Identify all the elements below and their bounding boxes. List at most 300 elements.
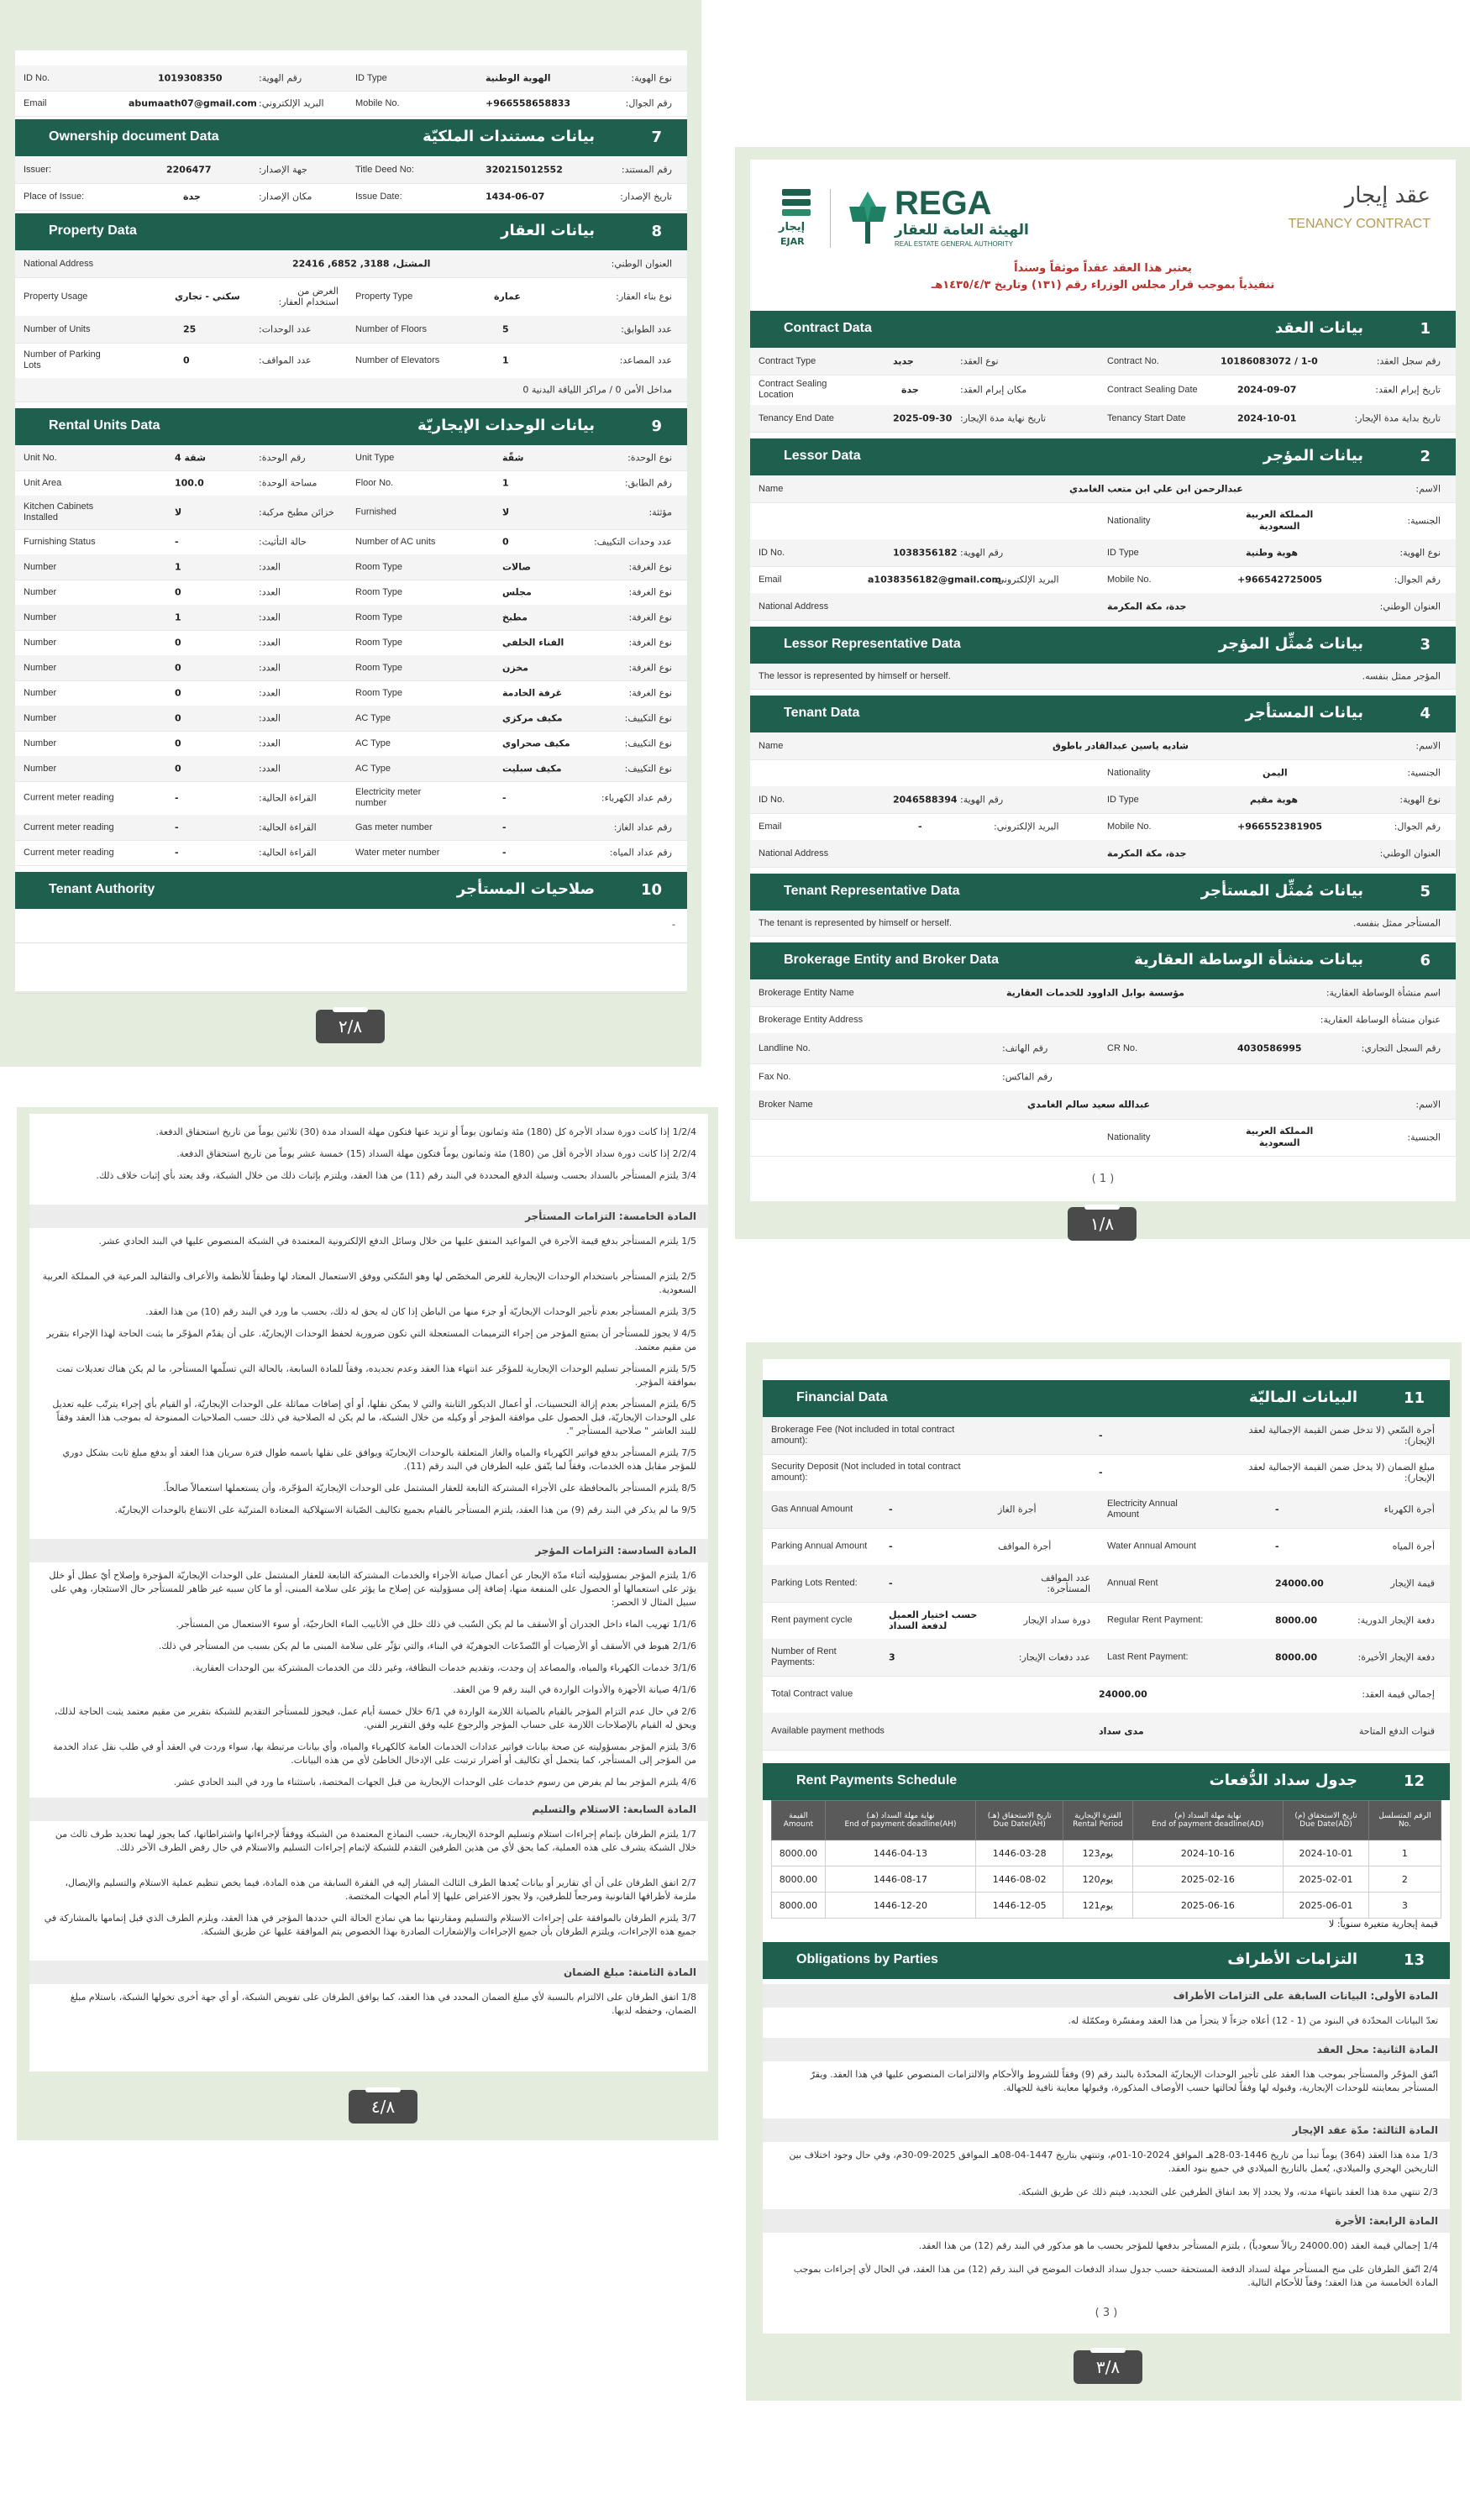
section-header — [750, 696, 1456, 732]
section-title-en: Property Data — [49, 223, 137, 238]
section-title-en: Tenant Authority — [49, 882, 155, 896]
field-label: National Address — [759, 601, 829, 612]
data-row — [750, 566, 1456, 594]
field-label: نوع الهوية: — [631, 72, 672, 84]
schedule-cell: 1446-08-17 — [825, 1866, 975, 1893]
notice-line-2: تنفيذياً بموجب قرار مجلس الوزراء رقم (١٣١) وتاريخ ١٤٣٥/٤/٣هـ — [931, 279, 1275, 291]
schedule-note: قيمة إيجارية متغيرة سنوياً: لا — [1329, 1919, 1438, 1929]
field-label: مؤثثة: — [648, 507, 672, 518]
field-label: نوع الغرفة: — [628, 612, 672, 623]
data-row — [15, 605, 687, 631]
field-label: نوع الهوية: — [1399, 794, 1441, 806]
section-number: 7 — [651, 129, 662, 146]
field-label: Contract Sealing Date — [1107, 385, 1198, 395]
field-label: Room Type — [355, 663, 403, 673]
field-value: جدة — [901, 384, 919, 396]
article-paragraph: 2/6 في حال عدم التزام المؤجر بالقيام بالصيانة اللازمة الواردة في 6/1 خلال خمسة أيام عمل، فيجوز للمستأجر التقديم للشبكة بتقرير من مقيم معتمد يثبت الحاجة لذلك، ويحق له القيام بالإصلاحات اللازمة على حساب المؤجر والرجوع عليه وفق التقرير الفني. — [54, 1706, 696, 1730]
field-label: Room Type — [355, 562, 403, 572]
field-label: نوع الهوية: — [1399, 547, 1441, 559]
field-label: رقم سجل العقد: — [1376, 355, 1441, 367]
field-value: 24000.00 — [1099, 1688, 1147, 1700]
field-label: Nationality — [1107, 516, 1151, 526]
article-paragraph: 9/5 ما لم يذكر في البند رقم (9) من هذا العقد، يلتزم المستأجر بالقيام بجميع تكاليف الصّيانة الاستهلاكية المعتادة المترتّبة على الانتفاع بالوحدات الإيجاريّة. — [114, 1504, 696, 1515]
field-label: Brokerage Entity Address — [759, 1015, 864, 1025]
data-row — [15, 580, 687, 606]
data-row — [750, 475, 1456, 503]
data-row — [750, 732, 1456, 760]
field-value: 100.0 — [175, 477, 204, 489]
field-label: Parking Lots Rented: — [771, 1578, 858, 1588]
field-value: 0 — [175, 662, 181, 674]
field-label: CR No. — [1107, 1043, 1138, 1053]
data-row — [750, 539, 1456, 567]
field-label: أجرة الكهرباء — [1383, 1504, 1435, 1515]
field-label: Water Annual Amount — [1107, 1541, 1196, 1551]
data-row — [763, 1565, 1450, 1603]
schedule-cell: 1446-12-20 — [825, 1893, 975, 1919]
data-row — [763, 1491, 1450, 1529]
section-header — [763, 1942, 1450, 1979]
field-label: قنوات الدفع المتاحة — [1358, 1725, 1435, 1737]
field-value: 1038356182 — [893, 547, 958, 559]
section-title-ar: البيانات الماليّة — [1248, 1389, 1357, 1406]
field-label: Contract No. — [1107, 356, 1159, 366]
field-label: البريد الإلكتروني: — [259, 97, 324, 109]
field-label: الجنسية: — [1407, 515, 1441, 527]
schedule-cell: 2 — [1368, 1866, 1441, 1893]
article-paragraph: 1/8 اتفق الطرفان على الالتزام بالنسبة لأي مبلغ الضمان المحدد في هذا العقد، كما يوافق الطرفان على تفويض الشبكة، أو أي جهة أخرى تخولها الشبكة، باستلام مبلغ الضمان، وحفظه لديها. — [70, 1992, 696, 2016]
article-paragraph: 1/7 يلتزم الطرفان بإتمام إجراءات استلام وتسليم الوحدة الإيجارية، حسب النماذج المعتمدة من الشبكة ووفقاً لإجراءاتها واشتراطاتها، كما يجوز لهما تحديد طرف ثالث من خلال الشبكة يشرف على هذه العملية، كما يحق لأي من هذين الطرفين التقدم للشبكة لإتمام إجراءات التسليم والاستلام في حال رفض الطرف الآخر ذلك. — [55, 1829, 696, 1853]
field-label: نوع التكييف: — [624, 712, 672, 724]
field-label: Room Type — [355, 638, 403, 648]
field-label: نوع العقد: — [960, 355, 999, 367]
field-value: - — [502, 822, 507, 833]
field-label: الاسم: — [1415, 483, 1441, 495]
section-number: 10 — [640, 881, 662, 899]
field-label: Number of Parking Lots — [24, 349, 101, 370]
field-value: 3 — [889, 1651, 895, 1663]
field-label: Furnishing Status — [24, 537, 96, 547]
field-label: مكان إبرام العقد: — [960, 384, 1027, 396]
field-label: القراءة الحالية: — [259, 847, 317, 858]
article-heading: المادة السادسة: التزامات المؤجر — [29, 1539, 708, 1562]
schedule-cell: 3 — [1368, 1893, 1441, 1919]
field-value: 8000.00 — [1275, 1651, 1318, 1663]
article-paragraph: 1/2/4 إذا كانت دورة سداد الأجرة كل (180) مئة وثمانون يوماً أو تزيد عنها فتكون مهلة السداد مدة (30) ثلاثين يوماً من تاريخ استحقاق الدفعة. — [155, 1126, 696, 1137]
data-row — [750, 1033, 1456, 1064]
field-value: 5 — [502, 323, 509, 335]
article-heading: المادة الرابعة: الأجرة — [763, 2209, 1450, 2233]
page-sheet — [29, 1114, 708, 2071]
section-title-en: Lessor Representative Data — [784, 637, 961, 651]
section-number: 9 — [651, 417, 662, 435]
section-title-en: Lessor Data — [784, 449, 861, 463]
field-value: 24000.00 — [1275, 1578, 1324, 1589]
field-value: مكيف سبليت — [502, 763, 562, 774]
field-label: ID No. — [759, 548, 785, 558]
field-value: - — [889, 1578, 893, 1589]
field-label: رقم الجوال: — [1394, 574, 1441, 585]
field-value: 0 — [175, 738, 181, 749]
section-number: 1 — [1420, 320, 1431, 338]
field-label: نوع الغرفة: — [628, 586, 672, 598]
field-value: المملكة العربية السعودية — [1246, 509, 1314, 532]
field-label: العدد: — [259, 687, 281, 699]
field-label: Security Deposit (Not included in total contract amount): — [771, 1462, 961, 1483]
field-label: العنوان الوطني: — [1379, 848, 1441, 859]
field-value: جديد — [893, 355, 914, 367]
field-value: مؤسسة بوابل الداوود للخدمات العقارية — [1006, 987, 1184, 999]
field-label: رقم الهوية: — [960, 794, 1004, 806]
field-label: العدد: — [259, 738, 281, 749]
data-row — [750, 759, 1456, 787]
field-label: دورة سداد الإيجار — [1023, 1614, 1090, 1626]
field-label: Property Type — [355, 291, 413, 302]
section-title-ar: صلاحيات المستأجر — [456, 880, 595, 898]
field-label: Parking Annual Amount — [771, 1541, 868, 1551]
field-value: - — [1099, 1467, 1103, 1478]
field-label: عدد وحدات التكييف: — [593, 536, 672, 548]
schedule-cell: 120يوم — [1063, 1866, 1132, 1893]
article-paragraph: 5/5 يلتزم المستأجر تسليم الوحدات الإيجارية للمؤجّر عند انتهاء هذا العقد وعدم تجديده، وفقاً للمادة السابعة، بالحالة التي تسلّمها المستأجر، ما لم يكن هناك تعديلات تمت بموافقة المؤجر. — [55, 1363, 696, 1388]
field-value: 25 — [183, 323, 197, 335]
contract-page-3 — [746, 1342, 1462, 2401]
article-paragraph: 2/3 تنتهي مدة هذا العقد بانتهاء مدته، ولا يجدد إلا بعد اتفاق الطرفين على التجديد، فيتم ذلك عن طريق الشبكة. — [1018, 2187, 1438, 2197]
field-label: العنوان الوطني: — [1379, 601, 1441, 612]
field-label: ID No. — [759, 795, 785, 805]
schedule-column-header: تاريخ الاستحقاق (م) Due Date(AD) — [1284, 1801, 1369, 1840]
field-value: 1 — [175, 561, 181, 573]
schedule-cell: 2025-06-16 — [1132, 1893, 1284, 1919]
field-value: اليمن — [1263, 767, 1288, 779]
field-value: 2025-09-30 — [893, 412, 953, 424]
field-label: العدد: — [259, 763, 281, 774]
logo-divider — [830, 189, 831, 248]
data-row — [763, 1639, 1450, 1677]
page-number: ٤/٨ — [349, 2090, 417, 2124]
field-value: abumaath07@gmail.com — [129, 97, 257, 109]
field-label: Property Usage — [24, 291, 88, 302]
field-label: دفعة الإيجار الدورية: — [1357, 1614, 1435, 1626]
field-label: أجرة المواقف — [998, 1541, 1052, 1552]
data-row — [15, 445, 687, 471]
field-label: Number — [24, 638, 57, 648]
field-label: Issuer: — [24, 165, 52, 175]
schedule-row — [772, 1840, 1441, 1866]
schedule-cell: 2024-10-16 — [1132, 1840, 1284, 1866]
field-label: Number — [24, 663, 57, 673]
field-label: عدد المواقف: — [259, 354, 312, 366]
field-label: الغرض من استخدام العقار: — [278, 286, 339, 307]
field-value: لا — [502, 507, 510, 518]
data-row — [15, 680, 687, 706]
article-paragraph: 6/5 يلتزم المستأجر بعدم إزالة التحسينات، أو أعمال الديكور الثابتة والتي لا يمكن نقلها، أو أي إضافات مماثلة على الوحدات الإيجاريّة، أو القيام بأي إجراء يترتّب عليه تعديل على الوحدات الإيجاريّة، قبل الحصول على موافقة المؤجر أو وكيله من خلال الشبكة، ما لم يكن له الصلاحية في ذلك حسب الصلاحيات الممنوحة له بموجب هذا العقد وفقاً للبند العاشر " صلاحية المستأجر ". — [52, 1399, 696, 1436]
section-number: 6 — [1420, 952, 1431, 969]
rega-emblem-icon — [843, 188, 893, 247]
data-row — [750, 813, 1456, 841]
field-label: تاريخ نهاية مدة الإيجار: — [960, 412, 1047, 424]
section-title-en: Tenant Representative Data — [784, 884, 960, 898]
field-label: Number of Units — [24, 324, 91, 334]
article-paragraph: 7/5 يلتزم المستأجر بدفع فواتير الكهرباء والمياه والغاز المتعلقة بالوحدات الإيجاريّة ويوافق على نقلها باسمه طوال فترة سريان هذا العقد أو بدفع مبلغ ثابت بشكل دوري للمؤجر مقابل هذه الخدمات، وفقاً لما يتّفق عليه الطرفان في البند رقم (11). — [62, 1447, 696, 1472]
field-label: تاريخ إبرام العقد: — [1375, 384, 1441, 396]
field-label: رقم الجوال: — [625, 97, 672, 109]
field-label: عدد دفعات الإيجار: — [1018, 1651, 1090, 1663]
data-row — [15, 496, 687, 530]
field-value: صالات — [502, 561, 532, 573]
section-title-en: Financial Data — [796, 1390, 888, 1404]
field-value: - — [175, 822, 179, 833]
article-paragraph: 3/5 يلتزم المستأجر بعدم تأجير الوحدات الإيجاريّة أو جزء منها من الباطن إذا كان له يحق له ذلك، بحسب ما ورد في البند رقم (10) من هذا العقد. — [145, 1306, 696, 1317]
field-label: Tenancy End Date — [759, 413, 834, 423]
field-label: Number — [24, 562, 57, 572]
field-value: - — [1275, 1504, 1279, 1515]
data-row — [763, 1454, 1450, 1492]
field-label: Mobile No. — [355, 98, 400, 108]
field-label: العدد: — [259, 637, 281, 648]
data-row — [15, 91, 687, 117]
divider — [15, 942, 687, 943]
field-label: Broker Name — [759, 1100, 813, 1110]
field-label: حالة التأثيث: — [259, 536, 307, 548]
data-row — [15, 183, 687, 211]
section-header — [763, 1380, 1450, 1417]
field-value: حسب اختيار العميل لدفعة السداد — [889, 1609, 978, 1631]
data-row — [15, 250, 687, 278]
article-heading: المادة الثانية: محل العقد — [763, 2038, 1450, 2061]
field-label: Number of AC units — [355, 537, 436, 547]
field-value: - — [502, 792, 507, 804]
field-value: عبدالرحمن ابن علي ابن متعب الغامدي — [1069, 483, 1243, 495]
page-sheet — [763, 1359, 1450, 2334]
article-paragraph: 1/3 مدة هذا العقد (364) يوماً تبدأ من تاريخ 1446-03-28هـ الموافق 2024-10-01م، وتنتهي بتاريخ 1447-04-08هـ الموافق 2025-09-30م، وفي حال وجود اختلاف بين التاريخين الهجري والميلادي، يُعمل بالتاريخ الميلادي في جميع بنود العقد. — [789, 2150, 1438, 2174]
field-value: - — [502, 847, 507, 858]
field-value: 4030586995 — [1237, 1042, 1302, 1054]
field-label: Mobile No. — [1107, 575, 1152, 585]
field-label: نوع الغرفة: — [628, 561, 672, 573]
article-paragraph: 2/5 يلتزم المستأجر باستخدام الوحدات الإيجارية للغرض المخصّص لها وهو السّكني ووفق الاستعمال المعتاد لها وطبقاً للأنظمة والأعراف والتقاليد المرعية في المملكة العربية السعودية. — [42, 1271, 696, 1295]
schedule-cell: 123يوم — [1063, 1840, 1132, 1866]
schedule-cell: 2025-02-16 — [1132, 1866, 1284, 1893]
field-label: رقم الجوال: — [1394, 821, 1441, 832]
field-label: Issue Date: — [355, 192, 402, 202]
rent-schedule-table — [771, 1800, 1441, 1919]
ejar-logo: إيجار EJAR — [775, 189, 817, 248]
field-label: Unit Area — [24, 478, 62, 488]
field-label: المؤجر ممثل بنفسه. — [1362, 670, 1441, 682]
field-label: أجرة الغاز — [998, 1504, 1037, 1515]
field-value: مجلس — [502, 586, 532, 598]
field-label: رقم الهاتف: — [1002, 1042, 1048, 1054]
field-label: Gas Annual Amount — [771, 1504, 853, 1515]
schedule-table — [771, 1800, 1441, 1919]
field-label: الجنسية: — [1407, 767, 1441, 779]
field-label: AC Type — [355, 738, 391, 748]
section-title-ar: بيانات مُمثِّل المؤجر — [1218, 635, 1363, 653]
section-title-ar: بيانات منشأة الوساطة العقارية — [1134, 951, 1363, 969]
field-label: الاسم: — [1415, 1099, 1441, 1110]
field-label: رقم عداد الكهرباء: — [601, 792, 672, 804]
section-number: 11 — [1403, 1389, 1425, 1407]
data-row — [750, 911, 1456, 937]
field-value: عبدالله سعيد سالم الغامدي — [1027, 1099, 1150, 1110]
field-value: غرفة الخادمة — [502, 687, 563, 699]
field-label: Mobile No. — [1107, 822, 1152, 832]
schedule-cell: 8000.00 — [772, 1866, 826, 1893]
field-label: Number — [24, 713, 57, 723]
section-title-ar: بيانات العقار — [501, 222, 595, 239]
schedule-cell: 8000.00 — [772, 1840, 826, 1866]
field-value: +966542725005 — [1237, 574, 1323, 585]
article-heading: المادة الثالثة: مدّة عقد الإيجار — [763, 2118, 1450, 2142]
section-header — [750, 627, 1456, 664]
field-value: الهوية الوطنية — [486, 72, 551, 84]
field-value: 2206477 — [166, 164, 212, 176]
field-value: شقّة — [502, 452, 524, 464]
field-label: Landline No. — [759, 1043, 811, 1053]
schedule-cell: 121يوم — [1063, 1893, 1132, 1919]
schedule-column-header: تاريخ الاستحقاق (هـ) Due Date(AH) — [976, 1801, 1063, 1840]
data-row — [763, 1676, 1450, 1714]
article-paragraph: 1/6 يلتزم المؤجر بمسؤوليته أثناء مدّة الإيجار عن أعمال صيانة الأجزاء والخدمات المشتركة التابعة للعقار المشتمل على الوحدات الإيجاريّة المؤجرة وإصلاح أيّ عطل أو خلل يؤثر على استعمالها أو الحصول على المنفعة منها، إضافة إلى مسؤوليته عن إصلاح ما يؤثر على سلامة المبنى، أو ما كان سببه غير ظاهر للمستأجر حال الاستئجار، وهي على سبيل المثال لا الحصر: — [49, 1570, 696, 1608]
field-label: Name — [759, 741, 784, 751]
field-label: Available payment methods — [771, 1725, 885, 1736]
field-value: المشتل، 3188, 6852, 22416 — [292, 258, 431, 270]
section-title-ar: بيانات الوحدات الإيجاريّة — [417, 417, 595, 434]
section-number: 3 — [1420, 636, 1431, 654]
data-row — [750, 405, 1456, 433]
section-title-en: Brokerage Entity and Broker Data — [784, 953, 1000, 967]
field-label: رقم عداد المياه: — [609, 847, 672, 858]
schedule-cell: 1446-03-28 — [976, 1840, 1063, 1866]
section-title-en: Obligations by Parties — [796, 1952, 938, 1966]
article-paragraph: 4/6 يلتزم المؤجر بما لم يفرض من رسوم خدمات على الوحدات الإيجارية من قبل الجهات المختصة، باستثناء ما ورد في البند الحادي عشر. — [173, 1777, 696, 1788]
field-label: Number of Rent Payments: — [771, 1646, 837, 1667]
article-paragraph: 2/4 اتّفق الطرفان على منح المستأجر مهلة لسداد الدفعة المستحقة حسب جدول سداد الدفعات الموضح في البند رقم (12) من هذا العقد، في الحال لأي إجراءات بموجب المادة الخامسة من هذا العقد؛ وفقاً للأحكام التالية. — [793, 2264, 1438, 2288]
section-header — [15, 119, 687, 156]
schedule-cell: 2025-06-01 — [1284, 1893, 1369, 1919]
field-label: Number — [24, 587, 57, 597]
data-row — [750, 840, 1456, 868]
notice-line-1: يعتبر هذا العقد عقداً موثقاً وسنداً — [1014, 262, 1192, 275]
field-label: عدد المصاعد: — [619, 354, 672, 366]
data-row — [15, 529, 687, 555]
field-value: 2024-09-07 — [1237, 384, 1297, 396]
field-value: 1 — [175, 612, 181, 623]
data-row — [750, 1090, 1456, 1120]
field-label: Room Type — [355, 587, 403, 597]
field-label: العدد: — [259, 662, 281, 674]
field-value: 0 — [175, 712, 181, 724]
field-label: نوع الغرفة: — [628, 637, 672, 648]
data-row — [15, 756, 687, 782]
field-label: Total Contract value — [771, 1688, 853, 1699]
field-label: أجرة المياه — [1392, 1541, 1435, 1552]
article-paragraph: 3/4 يلتزم المستأجر بالسداد بحسب وسيلة الدفع المحددة في البند رقم (11) من هذا العقد، ويلتزم بإثبات ذلك من خلال الشبكة، وقد يعتد بأي إثبات خلاف ذلك. — [96, 1170, 696, 1181]
field-value: - — [889, 1541, 893, 1552]
schedule-cell: 1446-08-02 — [976, 1866, 1063, 1893]
section-title-en: Contract Data — [784, 321, 872, 335]
field-value: 0 — [175, 586, 181, 598]
data-row — [15, 840, 687, 866]
field-label: رقم السجل التجاري: — [1361, 1042, 1441, 1054]
field-value: 2046588394 — [893, 794, 958, 806]
field-value: لا — [175, 507, 182, 518]
data-row — [750, 786, 1456, 814]
field-label: العدد: — [259, 712, 281, 724]
field-label: رقم الهوية: — [960, 547, 1004, 559]
field-label: الجنسية: — [1407, 1131, 1441, 1143]
article-paragraph: 4/5 لا يجوز للمستأجر أن يمتنع المؤجر من إجراء الترميمات المستعجلة التي تكون ضرورية لحفظ الوحدات الإيجاريّة. على أن يقدّم المؤجّر ما يثبت الحاجة لهذا الإجراء بتقرير من مقيم معتمد. — [46, 1328, 696, 1352]
field-label: مساحة الوحدة: — [259, 477, 318, 489]
article-paragraph: 8/5 يلتزم المستأجر بالمحافظة على الأجزاء المشتركة التابعة للعقار المشتمل على الوحدات الإيجاريّة المؤجّرة، وأن يستعملها استعمالاً صالحاً. — [163, 1483, 696, 1494]
field-value: - — [1099, 1430, 1103, 1441]
data-row — [15, 554, 687, 580]
data-row — [750, 348, 1456, 375]
section-header — [15, 213, 687, 250]
field-label: عدد الوحدات: — [259, 323, 312, 335]
authority-value: - — [672, 919, 675, 930]
field-value: - — [175, 792, 179, 804]
field-label: Brokerage Fee (Not included in total contract amount): — [771, 1425, 955, 1446]
field-label: قيمة الإيجار — [1390, 1578, 1435, 1589]
schedule-cell: 1446-12-05 — [976, 1893, 1063, 1919]
field-value: المملكة العربية السعودية — [1246, 1126, 1314, 1148]
schedule-column-header: نهاية مهلة السداد (هـ) End of payment deadline(AH) — [825, 1801, 975, 1840]
field-value: مكيف صحراوي — [502, 738, 570, 749]
field-label: Number of Floors — [355, 324, 427, 334]
field-label: Number — [24, 688, 57, 698]
field-label: عنوان منشأة الوساطة العقارية: — [1320, 1014, 1441, 1026]
page-number: ١/٨ — [1068, 1207, 1137, 1241]
field-value: الفناء الخلفي — [502, 637, 564, 648]
field-label: Number of Elevators — [355, 355, 440, 365]
field-label: رقم الوحدة: — [259, 452, 306, 464]
field-value: هوية وطنية — [1246, 547, 1299, 559]
data-row — [763, 1417, 1450, 1455]
section-title-ar: جدول سداد الدُّفعات — [1209, 1772, 1357, 1789]
section-header — [15, 408, 687, 445]
field-label: نوع التكييف: — [624, 738, 672, 749]
data-row — [15, 815, 687, 841]
section-title-ar: بيانات مستندات الملكيّة — [423, 128, 595, 145]
article-paragraph: 2/2/4 إذا كانت دورة سداد الأجرة أقل من (180) مئة وثمانون يوماً فتكون مهلة السداد (15) خمسة عشر يوماً من تاريخ استحقاق الدفعة. — [176, 1148, 696, 1159]
field-label: Water meter number — [355, 848, 440, 858]
field-value: مطبخ — [502, 612, 528, 623]
field-label: نوع الغرفة: — [628, 662, 672, 674]
data-row — [750, 502, 1456, 540]
data-row — [750, 593, 1456, 621]
data-row — [15, 66, 687, 92]
field-value: 0 — [175, 763, 181, 774]
field-value: 1434-06-07 — [486, 191, 545, 202]
section-number: 2 — [1420, 448, 1431, 465]
article-paragraph: 1/5 يلتزم المستأجر بدفع قيمة الأجرة في المواعيد المتفق عليها من خلال وسائل الدفع الإلكترونية المعتمدة في الشبكة المنصوص عليها في البند الحادي عشر. — [98, 1236, 696, 1247]
field-value: 320215012552 — [486, 164, 563, 176]
field-label: عدد المواقف المستأجرة: — [1041, 1572, 1090, 1594]
field-label: Nationality — [1107, 768, 1151, 778]
field-label: Regular Rent Payment: — [1107, 1614, 1204, 1625]
page-footer-note: ( 1 ) — [1091, 1173, 1115, 1185]
page-sheet — [15, 50, 687, 991]
field-label: Gas meter number — [355, 822, 433, 832]
field-label: Email — [759, 822, 782, 832]
section-header — [763, 1763, 1450, 1800]
data-row — [15, 378, 687, 402]
field-value: 1019308350 — [158, 72, 223, 84]
field-value: 10186083072 / 1-0 — [1221, 355, 1318, 367]
data-row — [15, 277, 687, 317]
